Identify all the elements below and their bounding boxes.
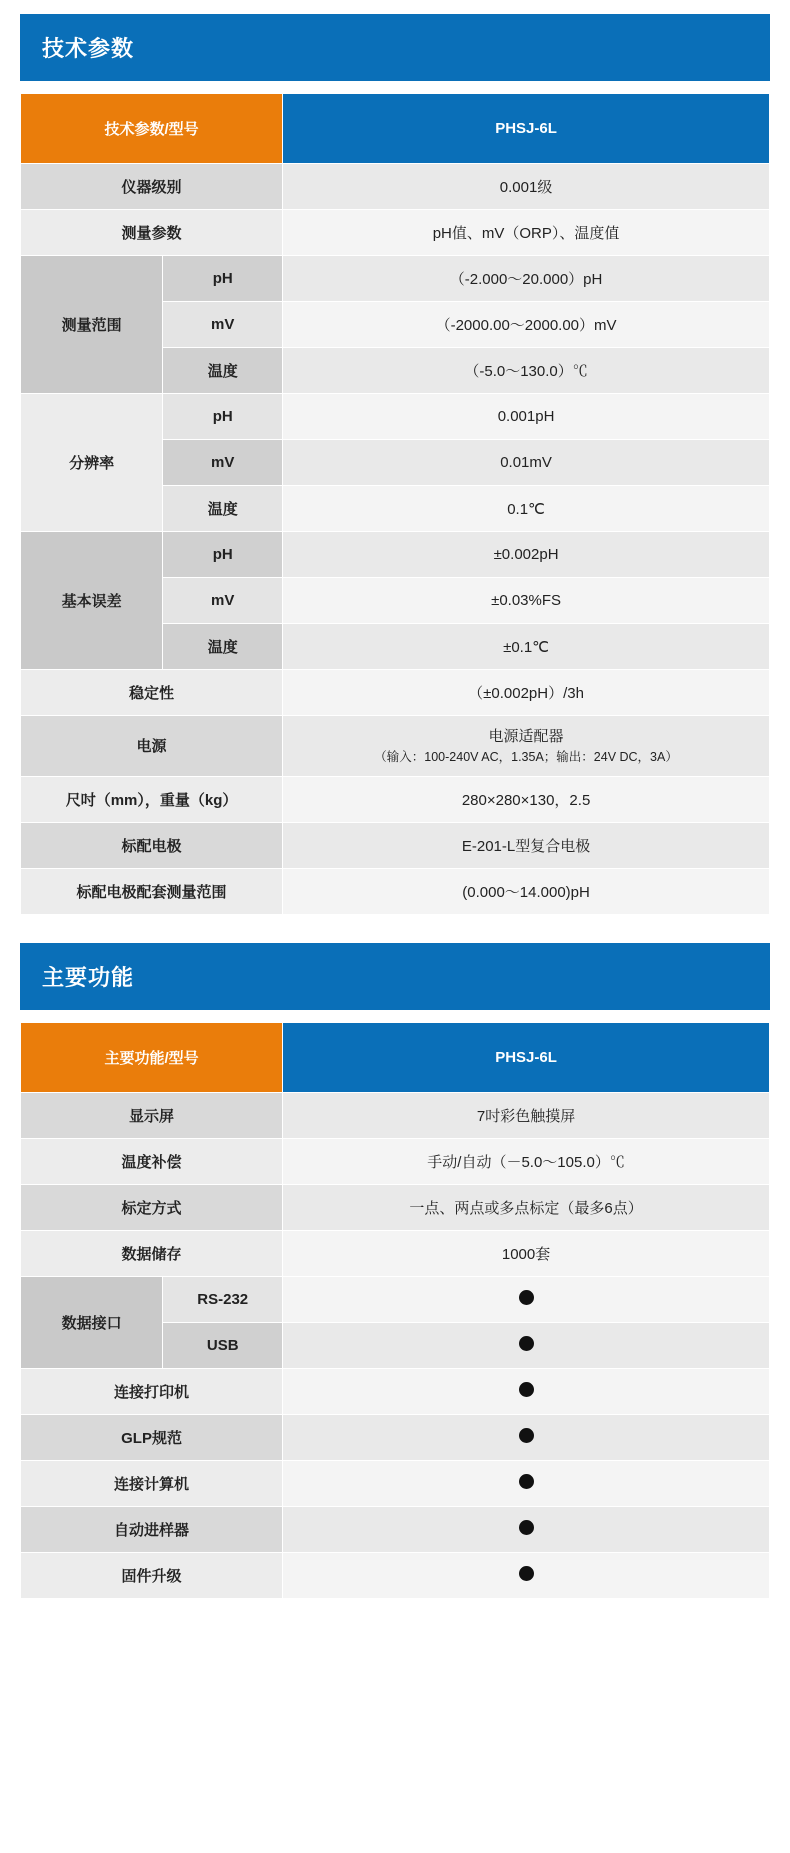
row-sub-label: RS-232 — [163, 1276, 283, 1322]
table-row — [21, 164, 770, 210]
table-row — [21, 394, 770, 440]
row-sub-label: 温度 — [163, 624, 283, 670]
header-cell-model: PHSJ-6L — [283, 1022, 770, 1092]
row-value-marker — [283, 1322, 770, 1368]
table-row — [21, 1368, 770, 1414]
table-row — [21, 1092, 770, 1138]
row-value: 1000套 — [283, 1230, 770, 1276]
row-value: pH值、mV（ORP）、温度值 — [283, 210, 770, 256]
row-value: ±0.1℃ — [283, 624, 770, 670]
row-value — [283, 716, 770, 777]
row-label: 数据储存 — [21, 1230, 283, 1276]
row-value: 0.01mV — [283, 440, 770, 486]
table-header-row — [21, 94, 770, 164]
header-cell-left: 技术参数/型号 — [21, 94, 283, 164]
row-value-marker — [283, 1276, 770, 1322]
row-sub-label: 温度 — [163, 486, 283, 532]
row-value: ±0.002pH — [283, 532, 770, 578]
filled-dot-icon — [519, 1474, 534, 1489]
row-group-label: 分辨率 — [21, 394, 163, 532]
row-sub-label: USB — [163, 1322, 283, 1368]
table-row — [21, 670, 770, 716]
table-row — [21, 716, 770, 777]
row-value: （-5.0～130.0）℃ — [283, 348, 770, 394]
row-value-marker — [283, 1552, 770, 1598]
section-banner-functions: 主要功能 — [20, 943, 770, 1010]
row-label: 自动进样器 — [21, 1506, 283, 1552]
technical-parameters-table — [20, 93, 770, 915]
row-value-marker — [283, 1506, 770, 1552]
row-value: ±0.03%FS — [283, 578, 770, 624]
table-row — [21, 1506, 770, 1552]
row-sub-label: pH — [163, 532, 283, 578]
row-value: 0.001级 — [283, 164, 770, 210]
row-label: 固件升级 — [21, 1552, 283, 1598]
section-technical-parameters — [20, 14, 770, 915]
table-row — [21, 1138, 770, 1184]
row-value-marker — [283, 1414, 770, 1460]
row-value-marker — [283, 1460, 770, 1506]
table-row — [21, 256, 770, 302]
row-group-label: 数据接口 — [21, 1276, 163, 1368]
row-value: 7吋彩色触摸屏 — [283, 1092, 770, 1138]
header-cell-model: PHSJ-6L — [283, 94, 770, 164]
row-label: 温度补偿 — [21, 1138, 283, 1184]
table-row — [21, 532, 770, 578]
row-label: 标配电极配套测量范围 — [21, 868, 283, 914]
row-value: 0.001pH — [283, 394, 770, 440]
section-banner-technical: 技术参数 — [20, 14, 770, 81]
row-sub-label: mV — [163, 440, 283, 486]
section-main-functions — [20, 943, 770, 1599]
table-row — [21, 868, 770, 914]
table-row — [21, 1230, 770, 1276]
main-functions-table — [20, 1022, 770, 1599]
table-header-row — [21, 1022, 770, 1092]
row-value: （-2.000～20.000）pH — [283, 256, 770, 302]
row-label: 仪器级别 — [21, 164, 283, 210]
row-group-label: 基本误差 — [21, 532, 163, 670]
row-group-label: 测量范围 — [21, 256, 163, 394]
table-row — [21, 1414, 770, 1460]
row-label: 标定方式 — [21, 1184, 283, 1230]
filled-dot-icon — [519, 1290, 534, 1305]
row-sub-label: pH — [163, 394, 283, 440]
row-value: 一点、两点或多点标定（最多6点） — [283, 1184, 770, 1230]
row-label: 测量参数 — [21, 210, 283, 256]
header-cell-left: 主要功能/型号 — [21, 1022, 283, 1092]
row-value: （±0.002pH）/3h — [283, 670, 770, 716]
filled-dot-icon — [519, 1566, 534, 1581]
row-sub-label: mV — [163, 578, 283, 624]
table-row — [21, 822, 770, 868]
row-label: 稳定性 — [21, 670, 283, 716]
row-value-line2: （输入：100-240V AC，1.35A；输出：24V DC，3A） — [374, 749, 678, 764]
table-row — [21, 210, 770, 256]
table-row — [21, 1276, 770, 1322]
row-label: 标配电极 — [21, 822, 283, 868]
row-label: 显示屏 — [21, 1092, 283, 1138]
row-label: 连接打印机 — [21, 1368, 283, 1414]
filled-dot-icon — [519, 1520, 534, 1535]
filled-dot-icon — [519, 1428, 534, 1443]
table-row — [21, 1552, 770, 1598]
filled-dot-icon — [519, 1382, 534, 1397]
table-row — [21, 1460, 770, 1506]
row-value: E-201-L型复合电极 — [283, 822, 770, 868]
row-label: 连接计算机 — [21, 1460, 283, 1506]
row-sub-label: pH — [163, 256, 283, 302]
table-row — [21, 1184, 770, 1230]
row-value-marker — [283, 1368, 770, 1414]
row-value: （-2000.00～2000.00）mV — [283, 302, 770, 348]
row-label: 电源 — [21, 716, 283, 777]
filled-dot-icon — [519, 1336, 534, 1351]
row-value: 手动/自动（－5.0～105.0）℃ — [283, 1138, 770, 1184]
row-sub-label: 温度 — [163, 348, 283, 394]
row-value-line1: 电源适配器 — [488, 728, 564, 745]
row-value: 280×280×130，2.5 — [283, 776, 770, 822]
row-label: 尺吋（mm），重量（kg） — [21, 776, 283, 822]
row-sub-label: mV — [163, 302, 283, 348]
row-value: (0.000～14.000)pH — [283, 868, 770, 914]
row-value: 0.1℃ — [283, 486, 770, 532]
table-row — [21, 776, 770, 822]
row-label: GLP规范 — [21, 1414, 283, 1460]
